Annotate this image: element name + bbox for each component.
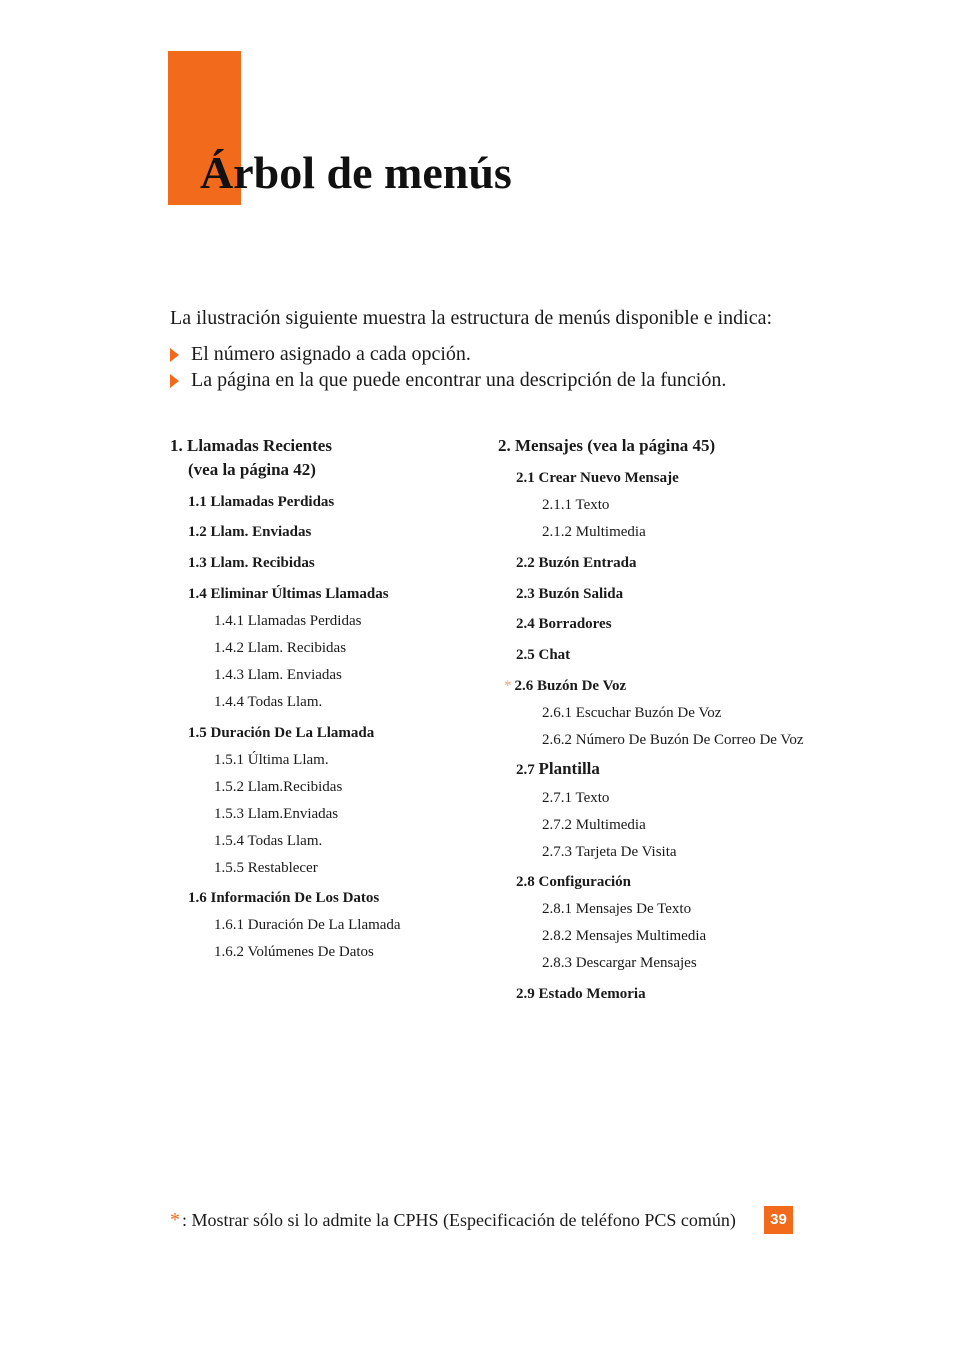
menu-1-4-4: 1.4.4 Todas Llam. bbox=[214, 694, 323, 710]
triangle-bullet-icon bbox=[170, 374, 179, 388]
menu-1-1: 1.1 Llamadas Perdidas bbox=[188, 494, 335, 510]
menu-2-6-1: 2.6.1 Escuchar Buzón De Voz bbox=[542, 705, 722, 721]
footnote bbox=[170, 1207, 736, 1233]
menu-2-1-1: 2.1.1 Texto bbox=[542, 497, 610, 513]
page-title: Árbol de menús bbox=[200, 147, 512, 198]
menu-2-2: 2.2 Buzón Entrada bbox=[516, 555, 637, 571]
menu-1-6-1: 1.6.1 Duración De La Llamada bbox=[214, 917, 401, 933]
menu-2-7-3: 2.7.3 Tarjeta De Visita bbox=[542, 844, 677, 860]
page-number-badge: 39 bbox=[764, 1206, 793, 1234]
menu-1-heading: 1. Llamadas Recientes bbox=[170, 436, 332, 455]
menu-2-7-1: 2.7.1 Texto bbox=[542, 790, 610, 806]
menu-1-5-4: 1.5.4 Todas Llam. bbox=[214, 833, 323, 849]
menu-1-4-2: 1.4.2 Llam. Recibidas bbox=[214, 640, 347, 656]
menu-1-2: 1.2 Llam. Enviadas bbox=[188, 524, 312, 540]
menu-1-5-1: 1.5.1 Última Llam. bbox=[214, 752, 329, 768]
menu-2-5: 2.5 Chat bbox=[516, 647, 571, 663]
menu-2-6-row bbox=[504, 676, 626, 696]
menu-1-5: 1.5 Duración De La Llamada bbox=[188, 725, 375, 741]
menu-2-9: 2.9 Estado Memoria bbox=[516, 986, 646, 1002]
menu-1-4: 1.4 Eliminar Últimas Llamadas bbox=[188, 586, 389, 602]
bullet-item bbox=[170, 341, 726, 367]
menu-1-6: 1.6 Información De Los Datos bbox=[188, 890, 380, 906]
menu-1-page-ref: (vea la página 42) bbox=[188, 460, 316, 479]
triangle-bullet-icon bbox=[170, 348, 179, 362]
bullet-text: La página en la que puede encontrar una descripción de la función. bbox=[191, 369, 727, 391]
menu-1-4-3: 1.4.3 Llam. Enviadas bbox=[214, 667, 342, 683]
menu-2-heading: 2. Mensajes (vea la página 45) bbox=[498, 436, 716, 455]
footnote-asterisk: * bbox=[170, 1209, 180, 1231]
menu-1-5-5: 1.5.5 Restablecer bbox=[214, 860, 318, 876]
menu-2-7-label: Plantilla bbox=[538, 759, 600, 778]
menu-2-1-2: 2.1.2 Multimedia bbox=[542, 524, 646, 540]
intro-text: La ilustración siguiente muestra la estructura de menús disponible e indica: bbox=[170, 307, 773, 329]
menu-2-3: 2.3 Buzón Salida bbox=[516, 586, 624, 602]
menu-2-8: 2.8 Configuración bbox=[516, 874, 632, 890]
menu-2-1: 2.1 Crear Nuevo Mensaje bbox=[516, 470, 679, 486]
menu-1-5-3: 1.5.3 Llam.Enviadas bbox=[214, 806, 339, 822]
menu-2-6-2: 2.6.2 Número De Buzón De Correo De Voz bbox=[542, 732, 804, 748]
menu-2-8-3: 2.8.3 Descargar Mensajes bbox=[542, 955, 697, 971]
menu-1-6-2: 1.6.2 Volúmenes De Datos bbox=[214, 944, 374, 960]
intro-bullet-list bbox=[170, 341, 726, 393]
menu-2-7-2: 2.7.2 Multimedia bbox=[542, 817, 646, 833]
menu-2-8-2: 2.8.2 Mensajes Multimedia bbox=[542, 928, 707, 944]
cphs-asterisk-marker: * bbox=[504, 678, 512, 694]
menu-2-7-number: 2.7 bbox=[516, 762, 535, 778]
menu-2-4: 2.4 Borradores bbox=[516, 616, 612, 632]
menu-1-3: 1.3 Llam. Recibidas bbox=[188, 555, 315, 571]
footnote-text: : Mostrar sólo si lo admite la CPHS (Especificación de teléfono PCS común) bbox=[182, 1210, 736, 1230]
menu-2-6: 2.6 Buzón De Voz bbox=[514, 678, 627, 694]
menu-2-8-1: 2.8.1 Mensajes De Texto bbox=[542, 901, 692, 917]
menu-1-4-1: 1.4.1 Llamadas Perdidas bbox=[214, 613, 362, 629]
menu-2-7-row bbox=[516, 759, 600, 780]
menu-1-5-2: 1.5.2 Llam.Recibidas bbox=[214, 779, 343, 795]
bullet-text: El número asignado a cada opción. bbox=[191, 343, 471, 365]
bullet-item bbox=[170, 367, 726, 393]
